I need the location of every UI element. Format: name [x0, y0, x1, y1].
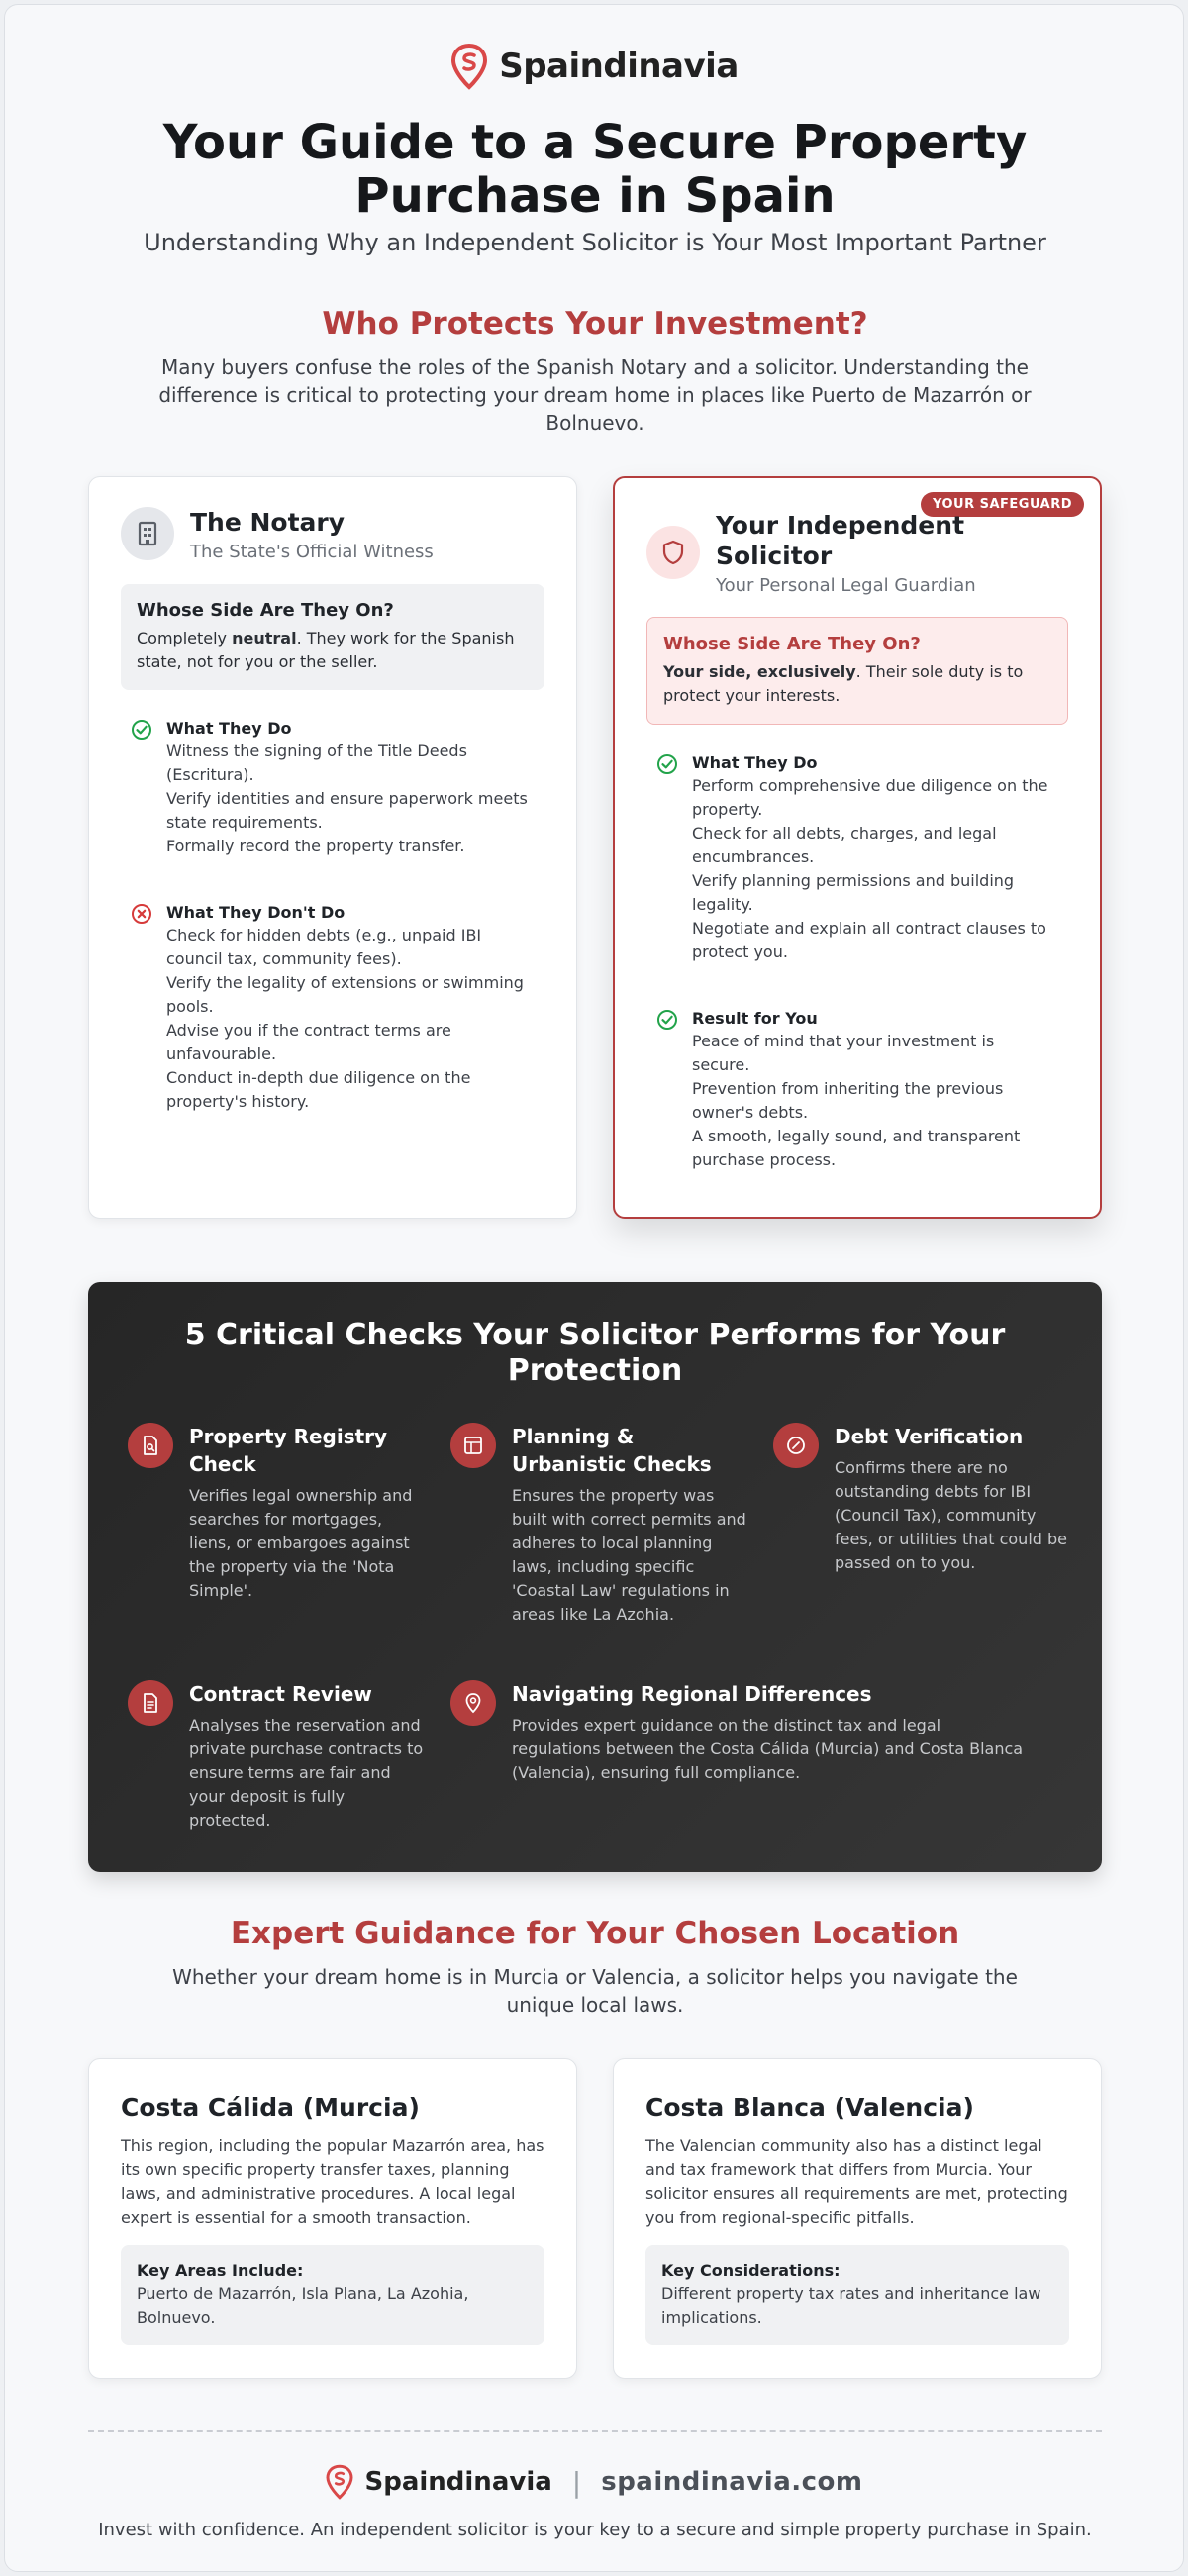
notary-dont-item: Advise you if the contract terms are — [166, 1021, 451, 1040]
check-text: Analyses the reservation and private purchase contracts to ensure terms are fair and your deposit is fully protected. — [189, 1716, 424, 1830]
footer-divider — [88, 2430, 1102, 2432]
notary-dont-item: council tax, community fees). — [166, 949, 402, 968]
notary-dont-item: Verify the legality of extensions or swimming — [166, 973, 524, 992]
safeguard-badge: YOUR SAFEGUARD — [921, 492, 1084, 517]
notary-subtitle: The State's Official Witness — [190, 542, 434, 562]
notary-dont-item: Conduct in-depth due diligence on the — [166, 1068, 471, 1087]
murcia-card — [88, 2058, 577, 2379]
notary-dont-item: unfavourable. — [166, 1044, 277, 1063]
notary-side-heading: Whose Side Are They On? — [137, 600, 394, 621]
solicitor-side-text: Your side, exclusively. Their sole duty is to protect your interests. — [663, 662, 1024, 705]
notary-dont-heading: What They Don't Do — [166, 903, 346, 922]
solicitor-title-line1: Your Independent — [716, 511, 965, 540]
check-text: Provides expert guidance on the distinct tax and legal regulations between the Costa Cálida (Murcia) and Costa Blanca (Valencia), ensuring full compliance. — [512, 1716, 1024, 1782]
check-item — [450, 1423, 747, 1627]
murcia-body: This region, including the popular Mazarrón area, has its own specific property transfer taxes, planning laws, and administrative procedures. A local legal expert is essential for a smooth transaction. — [121, 2136, 544, 2227]
footer-brand-name: Spaindinavia — [364, 2467, 552, 2497]
brand-pin-icon — [325, 2464, 354, 2500]
check-item — [773, 1423, 1070, 1575]
solicitor-do-section — [656, 753, 1068, 964]
check-text: Confirms there are no outstanding debts for IBI (Council Tax), community fees, or utilities that could be passed on to you. — [835, 1458, 1068, 1572]
location-pin-icon — [450, 1680, 496, 1726]
check-title: Debt Verification — [835, 1425, 1024, 1448]
notary-do-item: Formally record the property transfer. — [166, 837, 465, 855]
check-item — [128, 1680, 425, 1833]
location-description: Whether your dream home is in Murcia or Valencia, a solicitor helps you navigate the unique local laws. — [172, 1965, 1018, 2017]
solicitor-result-item: purchase process. — [692, 1150, 837, 1169]
murcia-key-box — [121, 2245, 544, 2345]
check-item — [450, 1680, 1025, 1785]
notary-dont-item: pools. — [166, 997, 214, 1016]
valencia-key-heading: Key Considerations: — [661, 2261, 841, 2280]
valencia-body: The Valencian community also has a distinct legal and tax framework that differs from Murcia. Your solicitor ensures all requirements are met, protecting you from regional-specific pitfalls. — [645, 2136, 1068, 2227]
notary-side-box — [121, 584, 544, 690]
notary-dont-item: Check for hidden debts (e.g., unpaid IBI — [166, 926, 482, 944]
no-debt-icon — [773, 1423, 819, 1468]
solicitor-do-item: legality. — [692, 895, 753, 914]
notary-card — [88, 476, 577, 1219]
critical-checks-section — [88, 1282, 1102, 1872]
valencia-card — [613, 2058, 1102, 2379]
murcia-key-text: Puerto de Mazarrón, Isla Plana, La Azohia, Bolnuevo. — [137, 2284, 469, 2327]
blueprint-icon — [450, 1423, 496, 1468]
solicitor-side-heading: Whose Side Are They On? — [663, 634, 921, 654]
solicitor-result-item: owner's debts. — [692, 1103, 809, 1122]
notary-do-item: Verify identities and ensure paperwork meets — [166, 789, 528, 808]
footer-separator: | — [571, 2465, 582, 2499]
x-circle-icon — [131, 903, 152, 925]
footer-note: Invest with confidence. An independent solicitor is your key to a secure and simple property purchase in Spain. — [98, 2520, 1092, 2540]
building-icon — [121, 507, 174, 560]
check-circle-icon — [656, 1009, 678, 1031]
brand-name: Spaindinavia — [499, 47, 739, 86]
page-subtitle: Understanding Why an Independent Solicitor is Your Most Important Partner — [144, 229, 1046, 256]
notary-side-text: Completely neutral. They work for the Spanish state, not for you or the seller. — [137, 629, 515, 671]
page-title: Your Guide to a Secure Property Purchase in Spain — [162, 115, 1028, 224]
check-title: Planning & Urbanistic Checks — [512, 1425, 712, 1476]
valencia-key-text: Different property tax rates and inheritance law implications. — [661, 2284, 1041, 2327]
notary-do-section — [131, 719, 544, 858]
shield-icon — [646, 526, 700, 579]
check-title: Contract Review — [189, 1682, 372, 1706]
location-title: Expert Guidance for Your Chosen Location — [230, 1916, 960, 1951]
header-logo[interactable] — [5, 43, 1183, 90]
brand-pin-icon — [449, 43, 489, 90]
solicitor-do-item: Negotiate and explain all contract clauses to — [692, 919, 1046, 938]
solicitor-do-item: encumbrances. — [692, 847, 815, 866]
check-title: Navigating Regional Differences — [512, 1682, 872, 1706]
solicitor-result-item: secure. — [692, 1055, 750, 1074]
protect-title: Who Protects Your Investment? — [322, 306, 868, 342]
footer-website-link[interactable]: spaindinavia.com — [601, 2467, 863, 2497]
solicitor-result-section — [656, 1009, 1068, 1172]
checks-title: 5 Critical Checks Your Solicitor Performs for Your Protection — [184, 1318, 1006, 1388]
notary-dont-item: property's history. — [166, 1092, 310, 1111]
murcia-title: Costa Cálida (Murcia) — [121, 2093, 420, 2122]
valencia-title: Costa Blanca (Valencia) — [645, 2093, 974, 2122]
solicitor-do-item: Check for all debts, charges, and legal — [692, 824, 997, 842]
check-title: Property Registry Check — [189, 1425, 388, 1476]
notary-do-heading: What They Do — [166, 719, 292, 738]
protect-description: Many buyers confuse the roles of the Spanish Notary and a solicitor. Understanding the difference is critical to protecting your dream home in places like Puerto de Mazarrón or Bolnuevo. — [158, 355, 1032, 435]
solicitor-result-item: A smooth, legally sound, and transparent — [692, 1127, 1021, 1145]
infographic-page — [4, 4, 1184, 2572]
solicitor-do-item: Perform comprehensive due diligence on the — [692, 776, 1048, 795]
solicitor-side-box — [646, 617, 1068, 725]
check-circle-icon — [656, 753, 678, 775]
notary-title: The Notary — [190, 508, 346, 537]
check-text: Ensures the property was built with correct permits and adheres to local planning laws, including specific 'Coastal Law' regulations in areas like La Azohia. — [512, 1486, 746, 1624]
solicitor-do-heading: What They Do — [692, 753, 818, 772]
notary-do-item: (Escritura). — [166, 765, 254, 784]
solicitor-result-item: Prevention from inheriting the previous — [692, 1079, 1004, 1098]
footer-brand-row — [5, 2464, 1183, 2500]
solicitor-do-item: Verify planning permissions and building — [692, 871, 1015, 890]
notary-do-item: Witness the signing of the Title Deeds — [166, 742, 467, 760]
check-item — [128, 1423, 425, 1603]
solicitor-card — [613, 476, 1102, 1219]
solicitor-do-item: property. — [692, 800, 763, 819]
murcia-key-heading: Key Areas Include: — [137, 2261, 304, 2280]
document-search-icon — [128, 1423, 173, 1468]
solicitor-title-line2: Solicitor — [716, 542, 833, 570]
solicitor-do-item: protect you. — [692, 942, 788, 961]
notary-do-item: state requirements. — [166, 813, 323, 832]
valencia-key-box — [645, 2245, 1069, 2345]
solicitor-result-heading: Result for You — [692, 1009, 818, 1028]
notary-dont-section — [131, 903, 544, 1114]
check-circle-icon — [131, 719, 152, 741]
check-text: Verifies legal ownership and searches for mortgages, liens, or embargoes against the property via the 'Nota Simple'. — [189, 1486, 413, 1600]
solicitor-subtitle: Your Personal Legal Guardian — [716, 575, 976, 596]
contract-icon — [128, 1680, 173, 1726]
solicitor-result-item: Peace of mind that your investment is — [692, 1032, 995, 1050]
